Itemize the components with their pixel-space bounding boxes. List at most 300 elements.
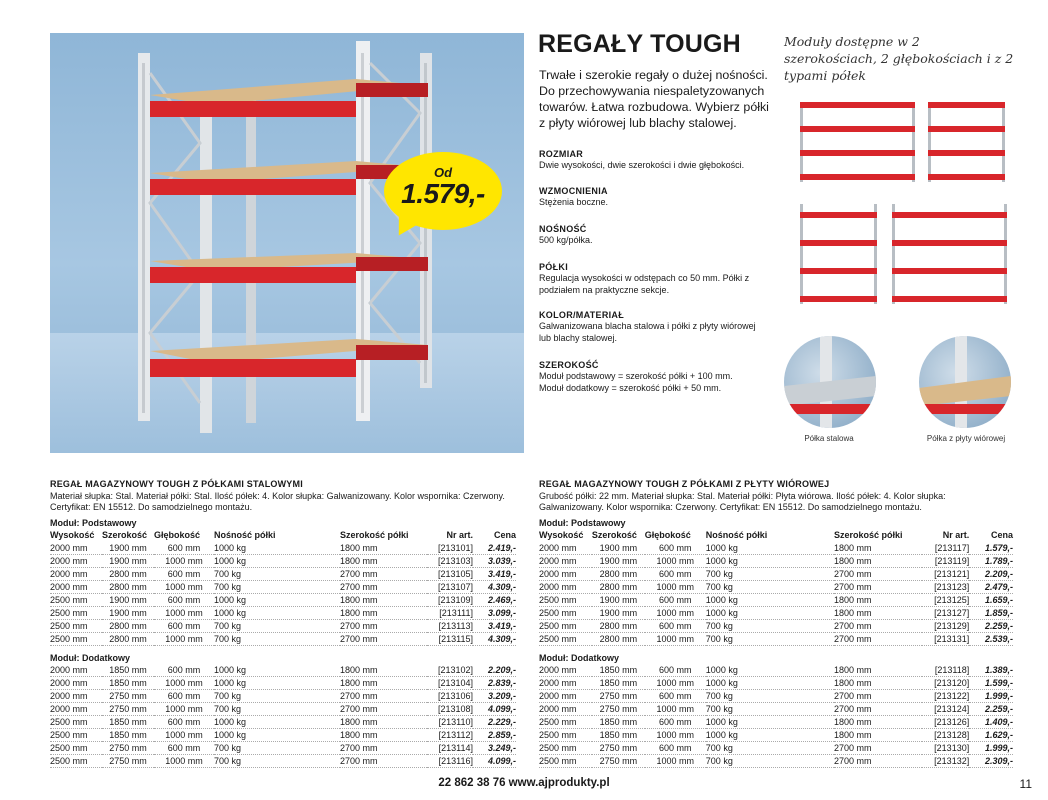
table-cell: 2500 mm	[539, 742, 592, 755]
table-cell: 2500 mm	[50, 729, 102, 742]
article-number-cell: [213103]	[427, 555, 473, 568]
col-header: Nr art.	[446, 530, 473, 540]
table-row	[50, 690, 516, 703]
table-cell: 2700 mm	[834, 690, 922, 703]
table-cell: 600 mm	[154, 664, 214, 677]
table-cell: 1800 mm	[834, 677, 922, 690]
badge-from-label: Od	[433, 165, 453, 180]
price-table	[50, 664, 516, 768]
table-cell: 2800 mm	[102, 620, 154, 633]
table-cell: 600 mm	[154, 568, 214, 581]
table-cell: 600 mm	[645, 690, 706, 703]
table-cell: 1900 mm	[102, 542, 154, 555]
table-cell: 1800 mm	[834, 542, 922, 555]
article-number-cell: [213109]	[427, 594, 473, 607]
table-cell: 1000 mm	[154, 755, 214, 768]
price-cell: 2.209,-	[473, 664, 516, 677]
price-cell: 3.249,-	[473, 742, 516, 755]
table-cell: 1000 kg	[214, 729, 340, 742]
table-cell: 2500 mm	[539, 729, 592, 742]
table-cell: 700 kg	[706, 633, 834, 646]
table-row	[539, 716, 1013, 729]
table-cell: 1900 mm	[592, 555, 645, 568]
spec-text: Moduł podstawowy = szerokość półki + 100 mm. Moduł dodatkowy = szerokość półki + 50 mm.	[539, 371, 733, 393]
table-cell: 1000 kg	[706, 555, 834, 568]
article-number-cell: [213104]	[427, 677, 473, 690]
table-cell: 2800 mm	[592, 633, 645, 646]
table-cell: 1800 mm	[340, 607, 427, 620]
table-cell: 600 mm	[154, 620, 214, 633]
table-cell: 2500 mm	[50, 742, 102, 755]
table-cell: 600 mm	[645, 620, 706, 633]
table-cell: 2700 mm	[340, 581, 427, 594]
table-cell: 2700 mm	[340, 755, 427, 768]
table-cell: 2000 mm	[50, 677, 102, 690]
table-cell: 2800 mm	[592, 581, 645, 594]
table-cell: 1900 mm	[102, 607, 154, 620]
price-cell: 2.479,-	[969, 581, 1013, 594]
modules-note: Moduły dostępne w 2 szerokościach, 2 głębokościach i z 2 typami półek	[784, 34, 1014, 83]
table-cell: 600 mm	[154, 716, 214, 729]
module-diagram-wide	[796, 98, 918, 184]
module-diagram-tall-add	[888, 202, 1010, 306]
article-number-cell: [213111]	[427, 607, 473, 620]
col-header: Cena	[990, 530, 1013, 540]
table-row	[539, 607, 1013, 620]
price-cell: 2.469,-	[473, 594, 516, 607]
table-cell: 2000 mm	[539, 581, 592, 594]
table-cell: 1850 mm	[592, 664, 645, 677]
price-cell: 1.789,-	[969, 555, 1013, 568]
price-cell: 4.309,-	[473, 633, 516, 646]
spec-text: Stężenia boczne.	[539, 197, 609, 207]
spec-size	[539, 148, 779, 172]
table-row	[50, 664, 516, 677]
article-number-cell: [213132]	[922, 755, 969, 768]
table-cell: 1800 mm	[340, 729, 427, 742]
table-heading: REGAŁ MAGAZYNOWY TOUGH Z PÓŁKAMI STALOWYMI	[50, 479, 303, 489]
table-cell: 1000 kg	[214, 677, 340, 690]
article-number-cell: [213115]	[427, 633, 473, 646]
spec-heading: ROZMIAR	[539, 149, 584, 159]
price-cell: 1.659,-	[969, 594, 1013, 607]
price-cell: 2.539,-	[969, 633, 1013, 646]
table-cell: 700 kg	[214, 620, 340, 633]
table-cell: 1800 mm	[834, 555, 922, 568]
table-cell: 2700 mm	[834, 633, 922, 646]
price-cell: 3.099,-	[473, 607, 516, 620]
price-cell: 3.209,-	[473, 690, 516, 703]
table-cell: 2750 mm	[592, 742, 645, 755]
module-label: Moduł: Podstawowy	[50, 518, 137, 528]
col-header: Cena	[493, 530, 516, 540]
table-cell: 2000 mm	[50, 703, 102, 716]
table-cell: 700 kg	[706, 703, 834, 716]
article-number-cell: [213114]	[427, 742, 473, 755]
module-diagram-tall-base	[796, 202, 882, 306]
article-number-cell: [213130]	[922, 742, 969, 755]
table-cell: 2700 mm	[834, 703, 922, 716]
steel-shelf-detail	[784, 336, 876, 428]
price-badge	[384, 152, 502, 230]
table-cell: 2000 mm	[539, 542, 592, 555]
table-row	[50, 703, 516, 716]
article-number-cell: [213117]	[922, 542, 969, 555]
price-cell: 2.419,-	[473, 542, 516, 555]
article-number-cell: [213123]	[922, 581, 969, 594]
module-label: Moduł: Podstawowy	[539, 518, 626, 528]
intro-text: Trwałe i szerokie regały o dużej nośności. Do przechowywania niespaletyzowanych towarów. Łatwa rozbudowa. Wybierz półki z płyty wiórowej lub blachy stalowej.	[539, 68, 769, 130]
table-cell: 1000 mm	[645, 755, 706, 768]
col-header: Wysokość	[539, 530, 584, 540]
table-row	[50, 607, 516, 620]
table-cell: 2000 mm	[50, 555, 102, 568]
table-cell: 1800 mm	[834, 607, 922, 620]
article-number-cell: [213110]	[427, 716, 473, 729]
table-cell: 600 mm	[154, 742, 214, 755]
table-cell: 2500 mm	[50, 633, 102, 646]
table-cell: 700 kg	[214, 690, 340, 703]
table-cell: 2500 mm	[539, 607, 592, 620]
table-cell: 600 mm	[645, 716, 706, 729]
price-table	[539, 664, 1013, 768]
price-cell: 1.579,-	[969, 542, 1013, 555]
table-cell: 2500 mm	[539, 620, 592, 633]
table-cell: 700 kg	[214, 755, 340, 768]
article-number-cell: [213105]	[427, 568, 473, 581]
table-cell: 1800 mm	[340, 542, 427, 555]
table-cell: 2750 mm	[102, 703, 154, 716]
table-cell: 600 mm	[154, 690, 214, 703]
table-cell: 2500 mm	[50, 755, 102, 768]
table-cell: 600 mm	[154, 594, 214, 607]
price-cell: 4.099,-	[473, 755, 516, 768]
table-cell: 600 mm	[645, 664, 706, 677]
table-cell: 1900 mm	[592, 542, 645, 555]
table-cell: 1900 mm	[102, 594, 154, 607]
table-cell: 2000 mm	[539, 568, 592, 581]
table-cell: 2000 mm	[50, 568, 102, 581]
article-number-cell: [213102]	[427, 664, 473, 677]
spec-text: 500 kg/półka.	[539, 235, 593, 245]
table-cell: 2750 mm	[102, 690, 154, 703]
table-row	[539, 555, 1013, 568]
table-cell: 2700 mm	[834, 620, 922, 633]
table-section-steel	[50, 479, 516, 768]
table-cell: 1000 mm	[645, 677, 706, 690]
table-row	[539, 620, 1013, 633]
spec-text: Regulacja wysokości w odstępach co 50 mm. Półki z podziałem na praktyczne sekcje.	[539, 273, 750, 295]
table-row	[50, 716, 516, 729]
table-row	[50, 755, 516, 768]
price-cell: 3.419,-	[473, 620, 516, 633]
table-cell: 1850 mm	[102, 729, 154, 742]
price-cell: 2.259,-	[969, 620, 1013, 633]
price-cell: 1.999,-	[969, 742, 1013, 755]
article-number-cell: [213127]	[922, 607, 969, 620]
table-row	[539, 755, 1013, 768]
article-number-cell: [213108]	[427, 703, 473, 716]
table-row	[50, 581, 516, 594]
table-row	[539, 690, 1013, 703]
table-cell: 2500 mm	[50, 594, 102, 607]
table-cell: 1800 mm	[834, 594, 922, 607]
article-number-cell: [213120]	[922, 677, 969, 690]
table-cell: 1000 mm	[645, 729, 706, 742]
table-cell: 1800 mm	[834, 729, 922, 742]
table-cell: 1000 kg	[214, 607, 340, 620]
col-header: Szerokość półki	[340, 530, 409, 540]
chipboard-shelf-detail	[919, 336, 1011, 428]
spec-material	[539, 309, 765, 344]
table-row	[539, 633, 1013, 646]
price-cell: 1.629,-	[969, 729, 1013, 742]
col-header: Nośność półki	[705, 530, 768, 540]
table-header-row	[539, 529, 1013, 542]
table-cell: 600 mm	[154, 542, 214, 555]
table-cell: 2700 mm	[340, 703, 427, 716]
table-cell: 1000 kg	[214, 716, 340, 729]
col-header: Nośność półki	[214, 530, 276, 540]
article-number-cell: [213126]	[922, 716, 969, 729]
table-cell: 2700 mm	[834, 581, 922, 594]
price-cell: 2.859,-	[473, 729, 516, 742]
article-number-cell: [213121]	[922, 568, 969, 581]
table-cell: 1850 mm	[592, 677, 645, 690]
table-cell: 1800 mm	[340, 677, 427, 690]
table-row	[50, 620, 516, 633]
table-cell: 2750 mm	[592, 703, 645, 716]
table-cell: 2500 mm	[539, 716, 592, 729]
table-cell: 1000 mm	[645, 703, 706, 716]
table-cell: 1000 mm	[645, 581, 706, 594]
module-diagram-narrow	[924, 98, 1010, 184]
table-cell: 2750 mm	[592, 690, 645, 703]
price-cell: 2.229,-	[473, 716, 516, 729]
spec-heading: PÓŁKI	[539, 262, 569, 272]
price-table	[539, 529, 1013, 646]
table-cell: 2500 mm	[50, 607, 102, 620]
table-cell: 700 kg	[706, 620, 834, 633]
table-cell: 1000 mm	[154, 729, 214, 742]
table-cell: 1000 kg	[706, 542, 834, 555]
table-cell: 2000 mm	[50, 542, 102, 555]
article-number-cell: [213131]	[922, 633, 969, 646]
table-cell: 2000 mm	[539, 690, 592, 703]
table-cell: 1850 mm	[102, 677, 154, 690]
spec-text: Dwie wysokości, dwie szerokości i dwie głębokości.	[539, 160, 745, 170]
table-cell: 700 kg	[706, 690, 834, 703]
table-row	[50, 555, 516, 568]
table-cell: 2700 mm	[834, 568, 922, 581]
table-cell: 1800 mm	[340, 594, 427, 607]
article-number-cell: [213129]	[922, 620, 969, 633]
spec-heading: SZEROKOŚĆ	[539, 360, 599, 370]
caption-chipboard: Półka z płyty wiórowej	[926, 434, 1006, 443]
table-cell: 700 kg	[214, 703, 340, 716]
price-cell: 2.209,-	[969, 568, 1013, 581]
table-cell: 1000 mm	[645, 607, 706, 620]
table-row	[50, 729, 516, 742]
table-cell: 2000 mm	[539, 555, 592, 568]
table-cell: 1850 mm	[102, 716, 154, 729]
table-cell: 2700 mm	[340, 742, 427, 755]
table-cell: 2800 mm	[592, 568, 645, 581]
table-cell: 600 mm	[645, 594, 706, 607]
table-cell: 1000 mm	[154, 703, 214, 716]
shelf-bottom	[150, 339, 428, 377]
spec-shelves	[539, 261, 767, 296]
table-cell: 1000 kg	[706, 664, 834, 677]
table-cell: 1900 mm	[102, 555, 154, 568]
table-cell: 600 mm	[645, 568, 706, 581]
table-cell: 2700 mm	[340, 690, 427, 703]
table-cell: 2700 mm	[340, 568, 427, 581]
table-row	[539, 729, 1013, 742]
table-cell: 1850 mm	[102, 664, 154, 677]
spec-capacity	[539, 223, 779, 247]
col-header: Szerokość	[102, 530, 148, 540]
table-row	[539, 594, 1013, 607]
table-header-row	[50, 529, 516, 542]
price-cell: 2.309,-	[969, 755, 1013, 768]
table-section-chipboard	[539, 479, 1013, 768]
table-cell: 2750 mm	[592, 755, 645, 768]
table-row	[50, 594, 516, 607]
table-cell: 600 mm	[645, 542, 706, 555]
table-cell: 1800 mm	[340, 664, 427, 677]
product-photo	[50, 33, 524, 453]
price-cell: 2.839,-	[473, 677, 516, 690]
shelf-3	[150, 253, 428, 283]
table-row	[50, 542, 516, 555]
price-cell: 1.409,-	[969, 716, 1013, 729]
table-cell: 700 kg	[214, 568, 340, 581]
footer-contact: 22 862 38 76 www.ajprodukty.pl	[438, 777, 610, 789]
article-number-cell: [213113]	[427, 620, 473, 633]
module-label: Moduł: Dodatkowy	[50, 653, 130, 663]
table-cell: 2800 mm	[102, 568, 154, 581]
table-cell: 2500 mm	[539, 633, 592, 646]
table-cell: 2000 mm	[539, 677, 592, 690]
article-number-cell: [213128]	[922, 729, 969, 742]
col-header: Szerokość	[591, 530, 637, 540]
article-number-cell: [213118]	[922, 664, 969, 677]
price-cell: 1.999,-	[969, 690, 1013, 703]
col-header: Nr art.	[942, 530, 970, 540]
table-cell: 700 kg	[706, 568, 834, 581]
price-cell: 2.259,-	[969, 703, 1013, 716]
table-cell: 1000 kg	[706, 607, 834, 620]
col-header: Szerokość półki	[833, 530, 903, 540]
table-cell: 700 kg	[706, 581, 834, 594]
price-cell: 1.389,-	[969, 664, 1013, 677]
table-cell: 1000 kg	[706, 729, 834, 742]
table-row	[539, 568, 1013, 581]
page-number: 11	[1019, 777, 1032, 791]
article-number-cell: [213125]	[922, 594, 969, 607]
table-row	[539, 742, 1013, 755]
table-cell: 2000 mm	[539, 664, 592, 677]
table-cell: 1800 mm	[340, 716, 427, 729]
table-cell: 1000 kg	[214, 594, 340, 607]
table-cell: 1000 kg	[214, 542, 340, 555]
article-number-cell: [213101]	[427, 542, 473, 555]
table-row	[539, 703, 1013, 716]
table-cell: 2000 mm	[50, 664, 102, 677]
table-cell: 2800 mm	[592, 620, 645, 633]
table-cell: 700 kg	[706, 755, 834, 768]
table-cell: 2700 mm	[834, 755, 922, 768]
article-number-cell: [213106]	[427, 690, 473, 703]
table-cell: 1000 mm	[154, 555, 214, 568]
table-row	[539, 542, 1013, 555]
price-cell: 3.419,-	[473, 568, 516, 581]
table-cell: 2750 mm	[102, 742, 154, 755]
table-cell: 2500 mm	[50, 620, 102, 633]
table-cell: 700 kg	[214, 742, 340, 755]
price-cell: 3.039,-	[473, 555, 516, 568]
table-cell: 1800 mm	[340, 555, 427, 568]
table-description: Grubość półki: 22 mm. Materiał słupka: Stal. Materiał półki: Płyta wiórowa. Ilość półek: 4. Kolor słupka: Galwanizowany. Kolor wspornika: Czerwony. Certyfikat: EN 15512. Do samodzielnego montażu.	[539, 491, 946, 512]
table-cell: 1000 mm	[154, 677, 214, 690]
table-cell: 1000 kg	[706, 716, 834, 729]
spec-text: Galwanizowana blacha stalowa i półki z płyty wiórowej lub blachy stalowej.	[539, 321, 756, 343]
table-cell: 2800 mm	[102, 633, 154, 646]
shelf-top	[150, 79, 428, 117]
price-cell: 1.599,-	[969, 677, 1013, 690]
table-cell: 1900 mm	[592, 607, 645, 620]
table-cell: 1850 mm	[592, 729, 645, 742]
table-cell: 1000 mm	[154, 633, 214, 646]
shelving-rack-illustration	[50, 33, 524, 453]
col-header: Głębokość	[644, 530, 691, 540]
col-header: Głębokość	[154, 530, 201, 540]
table-cell: 2500 mm	[539, 594, 592, 607]
table-cell: 2000 mm	[539, 703, 592, 716]
table-heading: REGAŁ MAGAZYNOWY TOUGH Z PÓŁKAMI Z PŁYTY WIÓROWEJ	[539, 479, 830, 489]
spec-heading: WZMOCNIENIA	[539, 186, 608, 196]
badge-price: 1.579,-	[401, 178, 485, 209]
spec-reinforcement	[539, 185, 779, 209]
spec-width	[539, 359, 779, 394]
table-cell: 2500 mm	[50, 716, 102, 729]
table-cell: 2750 mm	[102, 755, 154, 768]
article-number-cell: [213107]	[427, 581, 473, 594]
article-number-cell: [213116]	[427, 755, 473, 768]
table-cell: 1000 mm	[154, 581, 214, 594]
article-number-cell: [213119]	[922, 555, 969, 568]
spec-heading: NOŚNOŚĆ	[539, 224, 587, 234]
table-cell: 700 kg	[214, 581, 340, 594]
table-cell: 700 kg	[214, 633, 340, 646]
price-table	[50, 529, 516, 646]
article-number-cell: [213122]	[922, 690, 969, 703]
table-cell: 2700 mm	[340, 620, 427, 633]
price-cell: 4.099,-	[473, 703, 516, 716]
table-description: Materiał słupka: Stal. Materiał półki: Stal. Ilość półek: 4. Kolor słupka: Galwanizowany. Kolor wspornika: Czerwony. Certyfikat: EN 15512. Do samodzielnego montażu.	[50, 491, 505, 512]
table-row	[50, 677, 516, 690]
table-row	[50, 742, 516, 755]
table-cell: 600 mm	[645, 742, 706, 755]
price-cell: 4.309,-	[473, 581, 516, 594]
table-row	[50, 568, 516, 581]
article-number-cell: [213124]	[922, 703, 969, 716]
table-cell: 1000 mm	[154, 607, 214, 620]
table-cell: 1000 mm	[645, 633, 706, 646]
table-cell: 1000 kg	[706, 594, 834, 607]
table-cell: 1000 kg	[706, 677, 834, 690]
